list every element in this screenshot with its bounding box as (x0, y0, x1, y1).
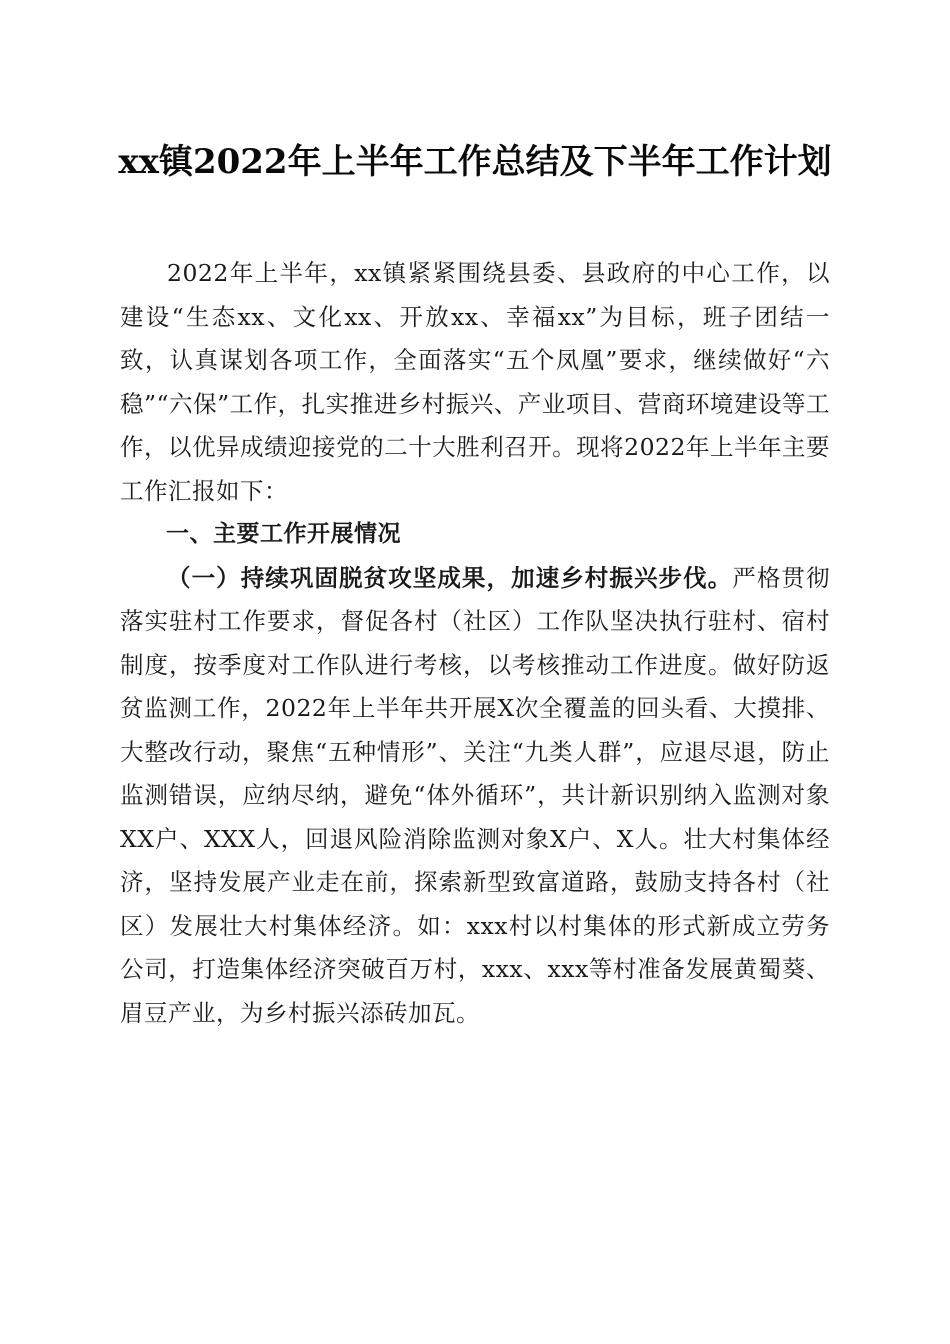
subsection-paragraph (120, 557, 830, 1036)
subsection-body: 严格贯彻落实驻村工作要求，督促各村（社区）工作队坚决执行驻村、宿村制度，按季度对工作队进行考核，以考核推动工作进度。做好防返贫监测工作，2022年上半年共开展X次全覆盖的回头看、大摸排、大整改行动，聚焦“五种情形”、关注“九类人群”，应退尽退，防止监测错误，应纳尽纳，避免“体外循环”，共计新识别纳入监测对象XX户、XXX人，回退风险消除监测对象X户、X人。壮大村集体经济，坚持发展产业走在前，探索新型致富道路，鼓励支持各村（社区）发展壮大村集体经济。如：xxx村以村集体的形式新成立劳务公司，打造集体经济突破百万村，xxx、xxx等村准备发展黄蜀葵、眉豆产业，为乡村振兴添砖加瓦。 (120, 563, 831, 1027)
document-body (120, 252, 830, 1035)
intro-paragraph: 2022年上半年，xx镇紧紧围绕县委、县政府的中心工作，以建设“生态xx、文化xx、开放xx、幸福xx”为目标，班子团结一致，认真谋划各项工作，全面落实“五个凤凰”要求，继续做好“六稳”“六保”工作，扎实推进乡村振兴、产业项目、营商环境建设等工作，以优异成绩迎接党的二十大胜利召开。现将2022年上半年主要工作汇报如下： (120, 259, 830, 505)
subsection-lead: （一）持续巩固脱贫攻坚成果，加速乡村振兴步伐。 (167, 563, 733, 592)
section-heading: 一、主要工作开展情况 (166, 521, 401, 547)
document-title: xx镇2022年上半年工作总结及下半年工作计划 (118, 142, 832, 182)
